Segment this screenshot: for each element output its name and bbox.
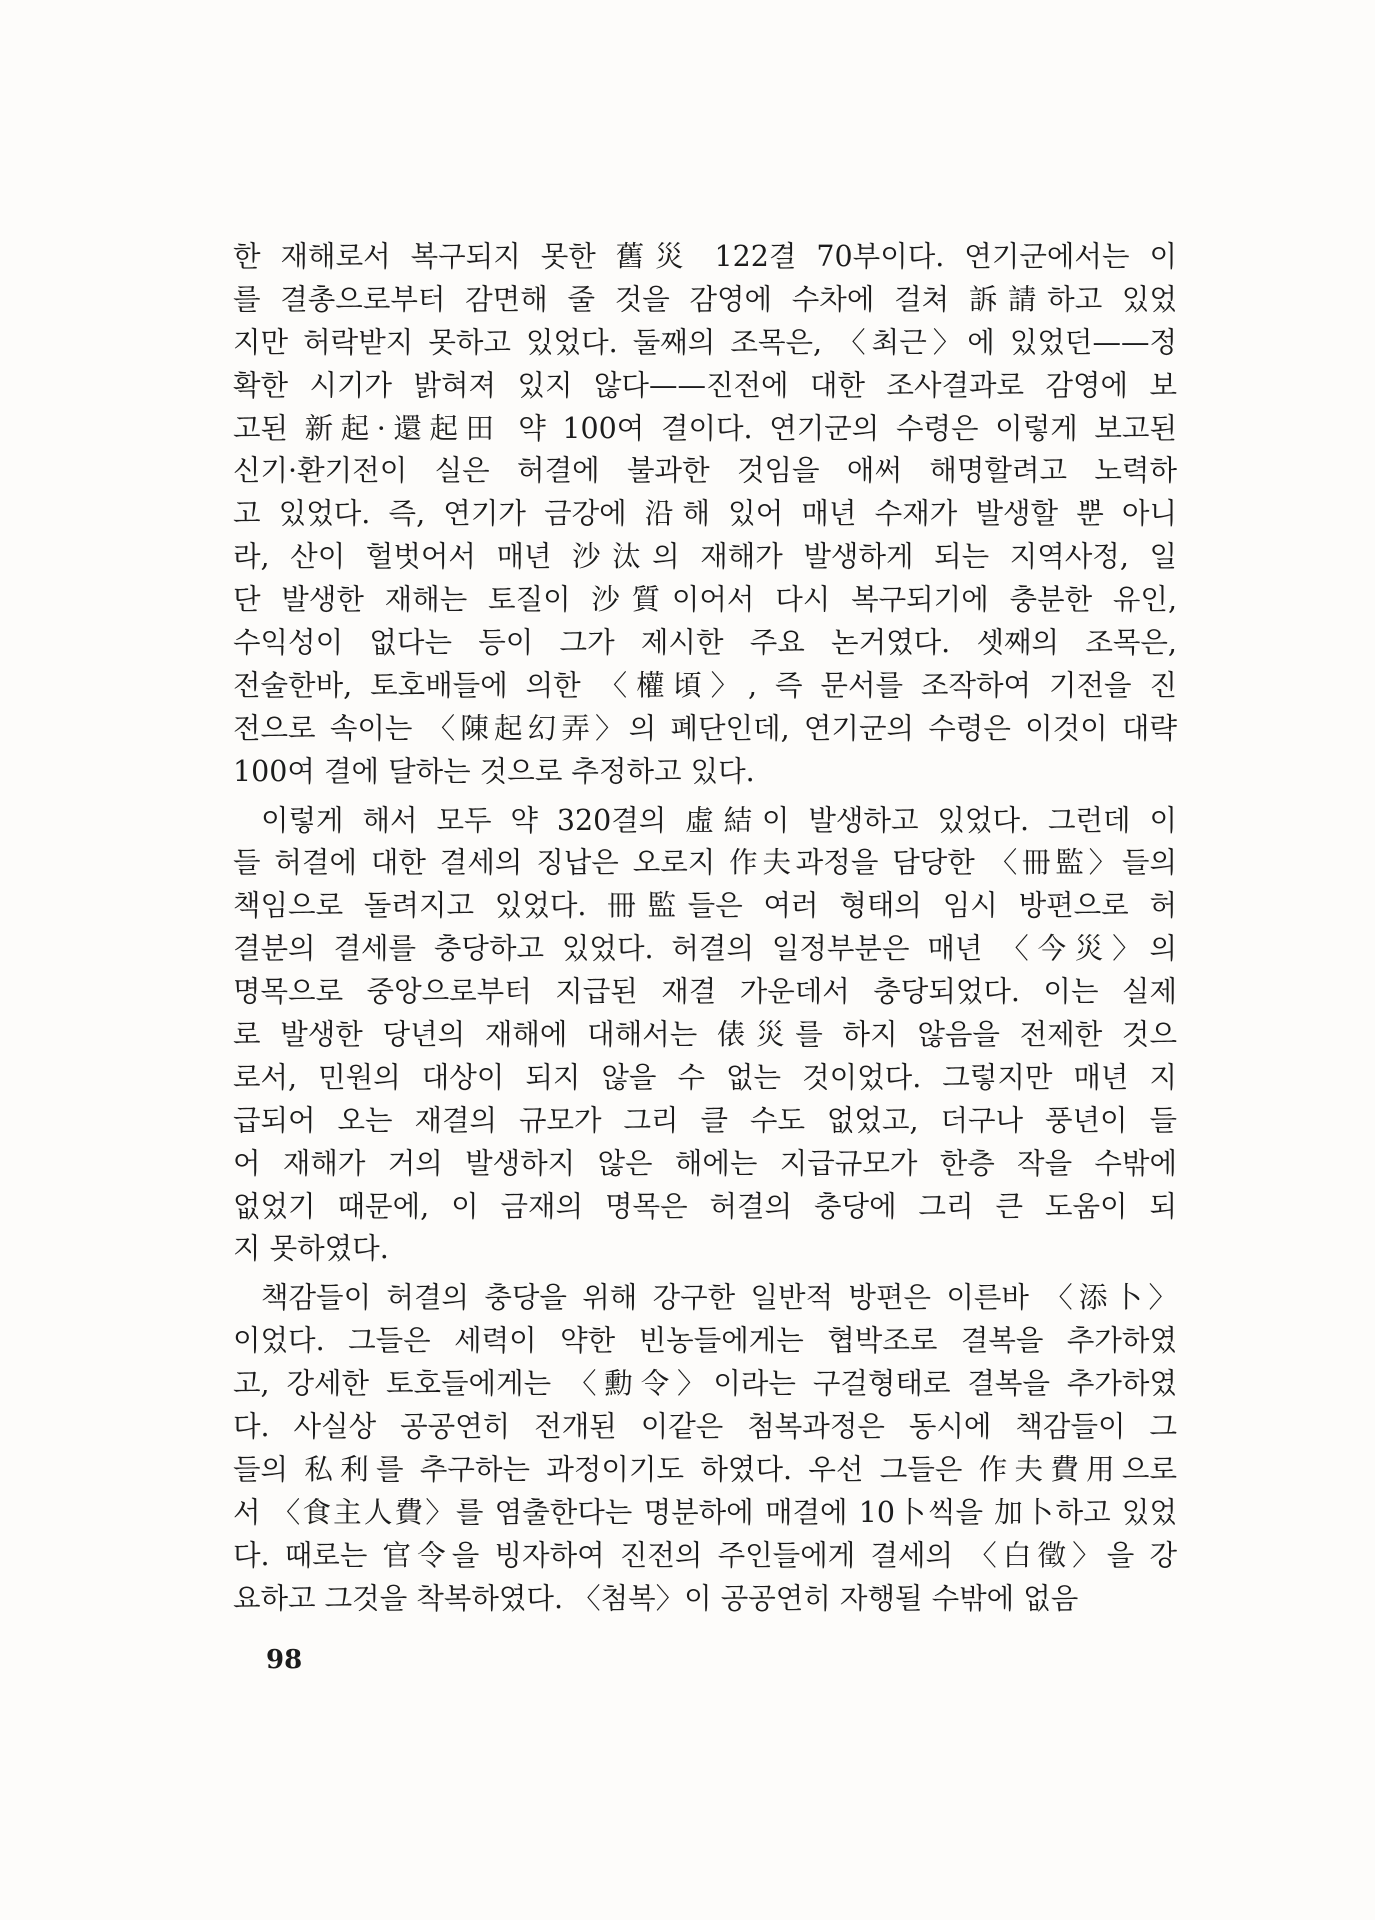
text-line: 전술한바, 토호배들에 의한 〈權頃〉, 즉 문서를 조작하여 기전을 진 — [233, 668, 1177, 702]
text-line: 책감들이 허결의 충당을 위해 강구한 일반적 방편은 이른바 〈添卜〉 — [261, 1281, 1177, 1315]
text-line: 지 못하였다. — [233, 1232, 389, 1266]
paragraph — [233, 1277, 1177, 1620]
text-line: 로 발생한 당년의 재해에 대해서는 俵災를 하지 않음을 전제한 것으 — [233, 1018, 1177, 1052]
text-line: 전으로 속이는 〈陳起幻弄〉의 폐단인데, 연기군의 수령은 이것이 대략 — [233, 711, 1177, 745]
text-line: 없었기 때문에, 이 금재의 명목은 허결의 충당에 그리 큰 도움이 되 — [233, 1189, 1177, 1223]
text-line: 요하고 그것을 착복하였다. 〈첨복〉이 공공연히 자행될 수밖에 없음 — [233, 1581, 1079, 1615]
text-line: 서 〈食主人費〉를 염출한다는 명분하에 매결에 10卜씩을 加卜하고 있었 — [233, 1495, 1177, 1529]
text-line: 확한 시기가 밝혀져 있지 않다——진전에 대한 조사결과로 감영에 보 — [233, 368, 1177, 402]
text-line: 한 재해로서 복구되지 못한 舊災 122결 70부이다. 연기군에서는 이 — [233, 240, 1177, 273]
paragraph — [233, 800, 1177, 1272]
text-line: 급되어 오는 재결의 규모가 그리 클 수도 없었고, 더구나 풍년이 들 — [233, 1103, 1177, 1137]
text-line: 들 허결에 대한 결세의 징납은 오로지 作夫과정을 담당한 〈冊監〉들의 — [233, 846, 1177, 880]
text-line: 를 결총으로부터 감면해 줄 것을 감영에 수차에 걸쳐 訴請하고 있었 — [233, 282, 1177, 316]
text-line: 이렇게 해서 모두 약 320결의 虛結이 발생하고 있었다. 그런데 이 — [261, 803, 1177, 837]
text-line: 로서, 민원의 대상이 되지 않을 수 없는 것이었다. 그렇지만 매년 지 — [233, 1060, 1177, 1094]
paragraph — [233, 236, 1177, 794]
page-number: 98 — [266, 1645, 303, 1675]
text-line: 들의 私利를 추구하는 과정이기도 하였다. 우선 그들은 作夫費用으로 — [233, 1452, 1177, 1486]
text-line: 지만 허락받지 못하고 있었다. 둘째의 조목은, 〈최근〉에 있었던——정 — [233, 325, 1177, 359]
text-line: 단 발생한 재해는 토질이 沙質이어서 다시 복구되기에 충분한 유인, — [233, 583, 1177, 617]
text-line: 책임으로 돌려지고 있었다. 冊監들은 여러 형태의 임시 방편으로 허 — [233, 889, 1177, 923]
body-text — [233, 236, 1177, 1621]
text-line: 다. 때로는 官令을 빙자하여 진전의 주인들에게 결세의 〈白徵〉을 강 — [233, 1538, 1177, 1572]
text-line: 고, 강세한 토호들에게는 〈勳令〉이라는 구걸형태로 결복을 추가하였 — [233, 1367, 1177, 1401]
text-line: 명목으로 중앙으로부터 지급된 재결 가운데서 충당되었다. 이는 실제 — [233, 975, 1177, 1009]
text-line: 결분의 결세를 충당하고 있었다. 허결의 일정부분은 매년 〈今災〉의 — [233, 932, 1177, 966]
text-line: 고 있었다. 즉, 연기가 금강에 沿해 있어 매년 수재가 발생할 뿐 아니 — [233, 497, 1177, 531]
text-line: 라, 산이 헐벗어서 매년 沙汰의 재해가 발생하게 되는 지역사정, 일 — [233, 540, 1177, 574]
text-line: 수익성이 없다는 등이 그가 제시한 주요 논거였다. 셋째의 조목은, — [233, 626, 1177, 660]
text-line: 다. 사실상 공공연히 전개된 이같은 첨복과정은 동시에 책감들이 그 — [233, 1410, 1177, 1444]
text-line: 이었다. 그들은 세력이 약한 빈농들에게는 협박조로 결복을 추가하였 — [233, 1324, 1177, 1358]
text-line: 신기·환기전이 실은 허결에 불과한 것임을 애써 해명할려고 노력하 — [233, 454, 1177, 488]
text-line: 100여 결에 달하는 것으로 추정하고 있다. — [233, 754, 755, 788]
text-line: 어 재해가 거의 발생하지 않은 해에는 지급규모가 한층 작을 수밖에 — [233, 1146, 1177, 1180]
text-line: 고된 新起·還起田 약 100여 결이다. 연기군의 수령은 이렇게 보고된 — [233, 411, 1177, 445]
